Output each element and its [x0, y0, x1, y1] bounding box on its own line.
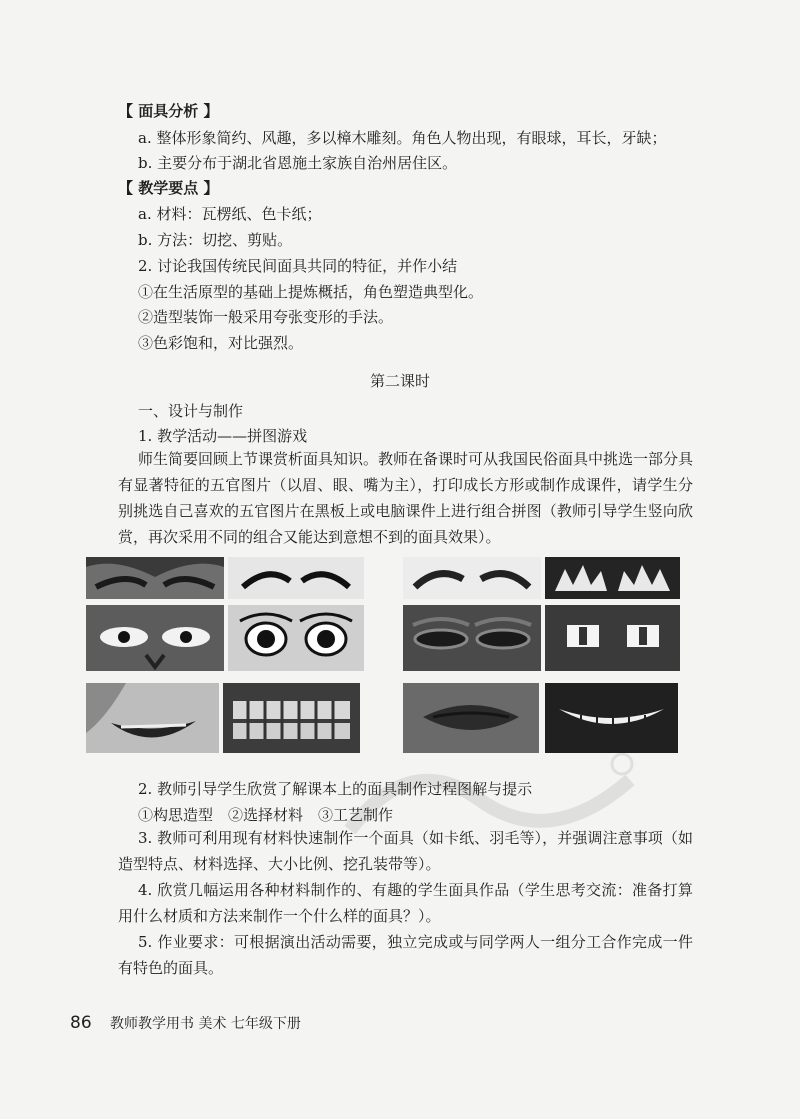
mask-flame-brow-photo — [545, 557, 680, 599]
mask-analysis-heading: 【 面具分析 】 — [118, 102, 219, 120]
mask-mouth-photo — [86, 683, 219, 753]
activity1-paragraph: 师生简要回顾上节课赏析面具知识。教师在备课时可从我国民俗面具中挑选一部分具有显著特征的五官图片（以眉、眼、嘴为主），打印成长方形或制作成课件，请学生分别挑选自己喜欢的五官图片在黑板上或电脑课件上进行组合拼图（教师引导学生竖向欣赏，再次采用不同的组合又能达到意想不到的面具效果）。 — [118, 450, 694, 546]
teaching-points-a: a. 材料：瓦楞纸、色卡纸； — [138, 205, 322, 223]
item4: 4. 欣赏几幅运用各种材料制作的、有趣的学生面具作品（学生思考交流：准备打算用什么材质和方法来制作一个什么样的面具？）。 — [118, 881, 693, 925]
steps-list: ①构思造型 ②选择材料 ③工艺制作 — [138, 806, 394, 824]
discussion-title: 2. 讨论我国传统民间面具共同的特征，并作小结 — [138, 257, 458, 275]
mask-brow-photo — [86, 557, 224, 599]
mask-eye-photo — [228, 605, 364, 671]
mask-analysis-a: a. 整体形象简约、风趣，多以樟木雕刻。角色人物出现，有眼球，耳长，牙缺； — [138, 129, 667, 147]
item3: 3. 教师可利用现有材料快速制作一个面具（如卡纸、羽毛等），并强调注意事项（如造型特点、材料选择、大小比例、挖孔装带等）。 — [118, 829, 693, 873]
activity1-title: 1. 教学活动——拼图游戏 — [138, 427, 308, 445]
mask-eye-photo — [86, 605, 224, 671]
teaching-points-b: b. 方法：切挖、剪贴。 — [138, 231, 293, 249]
mask-eye-photo — [403, 605, 541, 671]
item2: 2. 教师引导学生欣赏了解课本上的面具制作过程图解与提示 — [138, 780, 533, 798]
feature-2: ②造型装饰一般采用夸张变形的手法。 — [138, 308, 394, 326]
mask-brow-photo — [228, 557, 364, 599]
feature-3: ③色彩饱和，对比强烈。 — [138, 334, 304, 352]
mask-brow-photo — [403, 557, 541, 599]
lesson2-title: 第二课时 — [369, 372, 430, 390]
mask-analysis-b: b. 主要分布于湖北省恩施土家族自治州居住区。 — [138, 154, 458, 172]
teaching-points-heading: 【 教学要点 】 — [118, 179, 219, 197]
item5: 5. 作业要求：可根据演出活动需要，独立完成或与同学两人一组分工合作完成一件有特色的面具。 — [118, 933, 693, 977]
mask-eye-photo — [545, 605, 680, 671]
page-number: 86 — [70, 1013, 92, 1033]
feature-1: ①在生活原型的基础上提炼概括，角色塑造典型化。 — [138, 283, 484, 301]
book-title: 教师教学用书 美术 七年级下册 — [110, 1016, 301, 1032]
part1-heading: 一、设计与制作 — [138, 402, 244, 420]
